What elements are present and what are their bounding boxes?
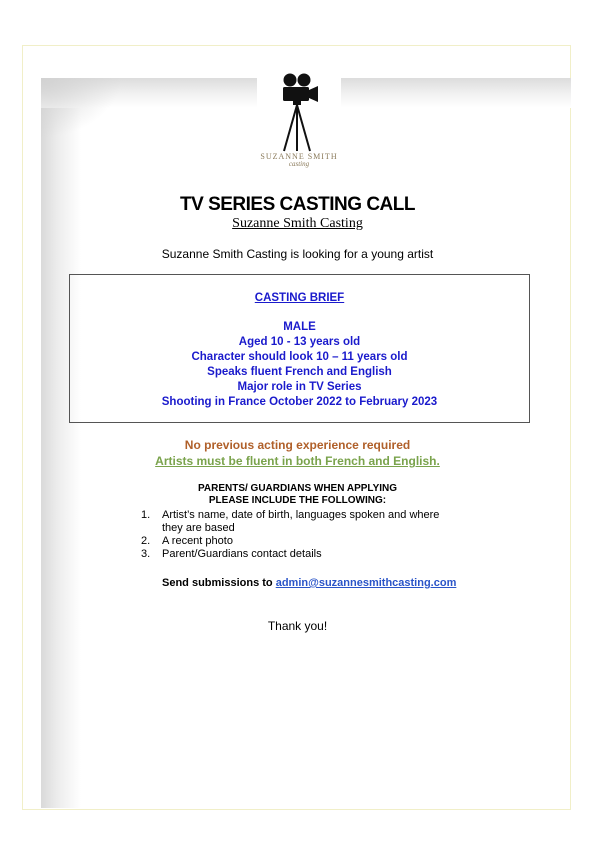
page-title: TV SERIES CASTING CALL <box>180 194 415 215</box>
brief-line: Speaks fluent French and English <box>207 366 392 378</box>
list-number: 1. <box>141 509 151 521</box>
intro-text: Suzanne Smith Casting is looking for a young artist <box>161 247 434 261</box>
thanks-text: Thank you! <box>267 619 328 633</box>
brief-line: Aged 10 - 13 years old <box>238 336 361 348</box>
no-experience-note: No previous acting experience required <box>184 438 411 452</box>
brief-line: MALE <box>283 321 316 333</box>
brief-line: Character should look 10 – 11 years old <box>191 351 408 363</box>
logo-name: SUZANNE SMITH <box>260 152 338 161</box>
list-item <box>141 535 461 548</box>
list-item <box>141 509 461 535</box>
logo-sub: casting <box>288 160 310 168</box>
page-shadow-corner <box>41 78 121 138</box>
parents-line: PARENTS/ GUARDIANS WHEN APPLYING <box>197 483 398 494</box>
list-text: A recent photo <box>162 535 233 547</box>
list-item <box>141 548 461 561</box>
list-text: Parent/Guardians contact details <box>162 548 322 560</box>
brief-heading: CASTING BRIEF <box>254 292 345 304</box>
brief-line: Shooting in France October 2022 to February 2023 <box>161 396 438 408</box>
email-link[interactable]: admin@suzannesmithcasting.com <box>275 577 457 589</box>
send-submissions <box>162 577 456 589</box>
requirements-list <box>141 509 461 561</box>
parents-line: PLEASE INCLUDE THE FOLLOWING: <box>208 495 387 506</box>
page-subtitle: Suzanne Smith Casting <box>232 216 363 231</box>
parents-heading <box>0 483 595 507</box>
brief-lines <box>70 320 529 410</box>
casting-logo <box>257 72 341 184</box>
fluent-note: Artists must be fluent in both French and English. <box>155 454 440 468</box>
list-text: Artist’s name, date of birth, languages spoken and where they are based <box>162 509 440 534</box>
film-camera-icon <box>274 72 324 152</box>
send-label: Send submissions to <box>162 577 273 589</box>
list-number: 3. <box>141 548 151 560</box>
casting-brief-box <box>69 274 530 423</box>
list-number: 2. <box>141 535 151 547</box>
brief-line: Major role in TV Series <box>237 381 362 393</box>
